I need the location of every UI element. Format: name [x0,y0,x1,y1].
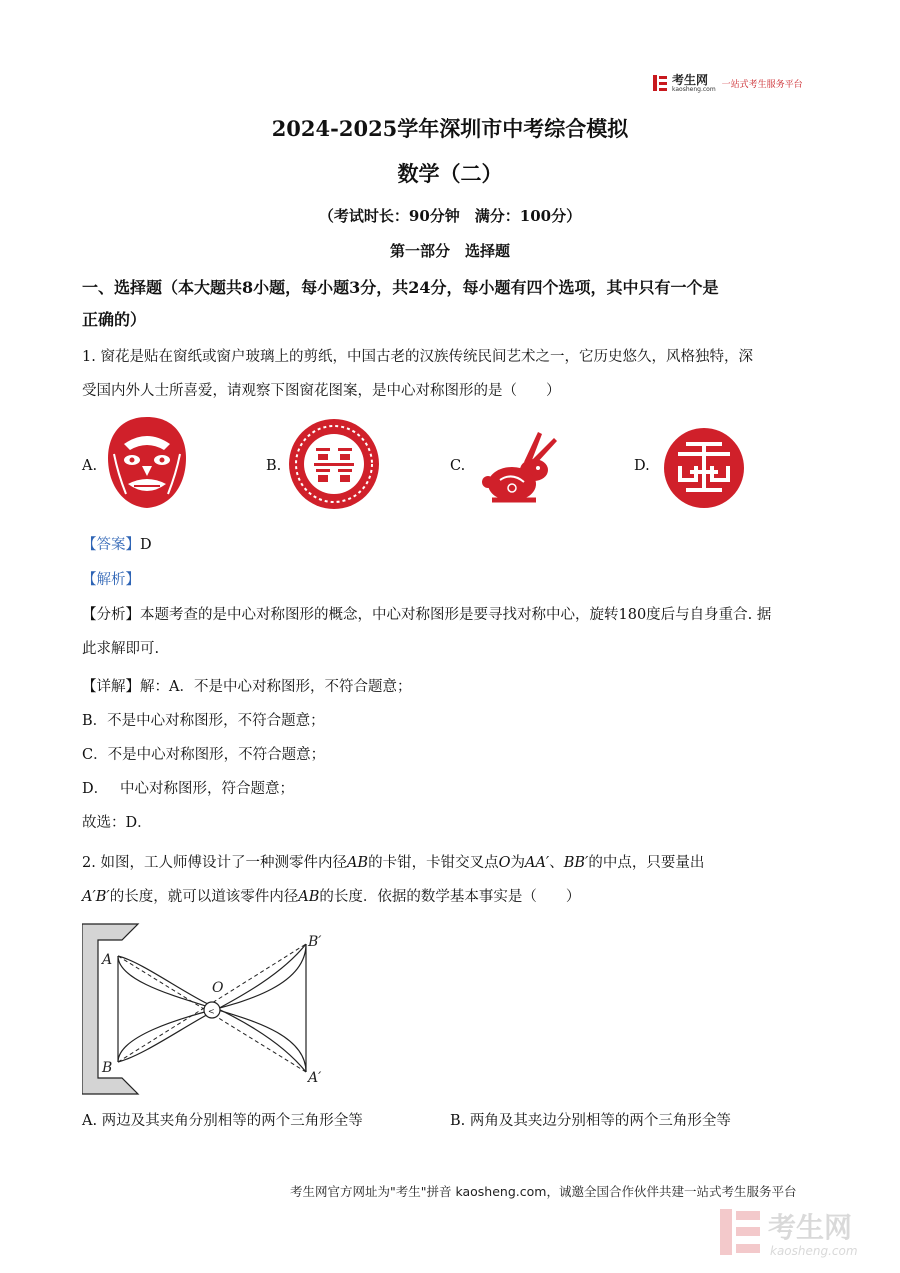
document-title: 2024-2025学年深圳市中考综合模拟 [271,116,629,141]
document-subtitle: 数学（二） [397,161,503,186]
q1-option-c-label: C. [450,458,466,474]
opera-mask-icon [104,414,190,510]
q1-option-b-label: B. [266,458,282,474]
watermark-logo-icon [718,1203,878,1259]
point-B-label: B [102,1060,113,1076]
q1-detail: 【详解】解：A．不是中心对称图形，不符合题意； B．不是中心对称图形，不符合题意； C．不是中心对称图形，不符合题意； D． 中心对称图形，符合题意； 故选：D． [82,679,412,831]
q1-text: 1. 窗花是贴在窗纸或窗户玻璃上的剪纸，中国古老的汉族传统民间艺术之一，它历史悠久，风格独特，深 受国内外人士所喜爱，请观察下图窗花图案，是中心对称图形的是（ ） [82,349,753,399]
point-A1-label: A′ [308,1070,322,1086]
exam-info: （考试时长：90分钟 满分：100分） [318,207,582,225]
brand-name: 考生网 [672,72,709,87]
watermark-url: kaosheng.com [770,1244,858,1258]
point-O-label: O [212,980,224,996]
rabbit-icon [478,428,562,504]
q2-text: 2. 如图，工人师傅设计了一种测零件内径AB的卡钳，卡钳交叉点O为AA′、BB′的中点，只要量出 A′B′的长度，就可以道该零件内径AB的长度．依据的数学基本事实是（ ） [82,855,705,905]
q1-answer: 【答案】D [82,537,152,553]
brand-logo [652,72,827,94]
q1-analysis-tag: 【解析】 [82,572,140,588]
brand-mark-icon [652,74,668,92]
brand-tagline: 一站式考生服务平台 [721,79,803,90]
watermark-text: 考生网 [768,1211,853,1244]
double-happiness-icon [288,418,380,510]
watermark [718,1203,878,1259]
q2-option-b: B. 两角及其夹边分别相等的两个三角形全等 [450,1113,731,1129]
q1-option-d-label: D. [634,458,650,474]
q1-option-a-label: A. [82,458,98,474]
point-A-label: A [102,952,113,968]
longevity-symbol-icon [664,428,744,508]
section-heading: 一、选择题（本大题共8小题，每小题3分，共24分，每小题有四个选项，其中只有一个是 正确的） [82,278,719,329]
q2-option-a: A. 两边及其夹角分别相等的两个三角形全等 [82,1113,363,1129]
q1-fenxi: 【分析】本题考查的是中心对称图形的概念，中心对称图形是要寻找对称中心，旋转180度后与自身重合. 据 此求解即可. [82,607,772,657]
point-B1-label: B′ [308,934,322,950]
svg-text:<: < [208,1007,215,1016]
brand-url: kaosheng.com [672,85,716,93]
part-heading: 第一部分 选择题 [389,242,510,260]
caliper-diagram [82,922,332,1098]
page-footer: 考生网官方网址为"考生"拼音 kaosheng.com，诚邀全国合作伙伴共建一站式考生服务平台 [290,1184,797,1199]
